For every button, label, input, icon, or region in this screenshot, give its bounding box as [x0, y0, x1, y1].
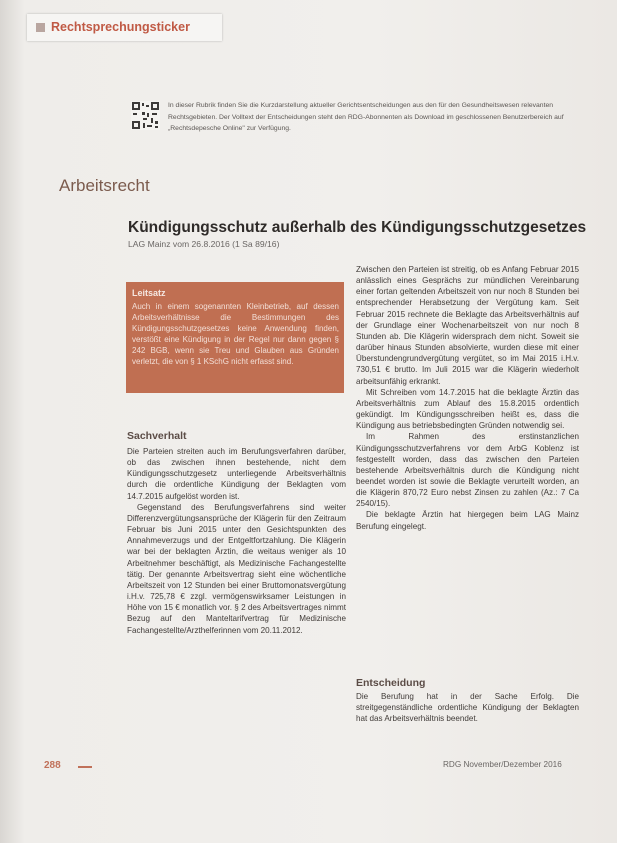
leitsatz-text: Auch in einem sogenannten Kleinbetrieb, auf dessen Arbeitsverhältnisse die Bestimmungen des Kündigungsschutzgesetzes keine Anwendung finden, verstößt eine Kündigung in der Regel nur dann gegen § 242 BGB, wenn sie Treu und Glauben aus Gründen verletzt, die von § 1 KSchG nicht erfasst sind.	[132, 302, 339, 367]
paragraph: Mit Schreiben vom 14.7.2015 hat die beklagte Ärztin das Arbeitsverhältnis zum Ablauf des 15.8.2015 ordentlich gekündigt. Im Kündigungsschreiben heißt es, dass die Kündigung aus betriebsbedingten Gründen notwendig sei.	[356, 387, 579, 431]
paragraph: Die Parteien streiten auch im Berufungsverfahren darüber, ob das zwischen ihnen bestehende, nicht dem Kündigungsschutzgesetz unterliegende Arbeitsverhältnis durch die ordentliche Kündigung der Beklagten vom 14.7.2015 aufgelöst worden ist.	[127, 447, 346, 501]
paragraph: Gegenstand des Berufungsverfahrens sind weiter Differenzvergütungsansprüche der Klägerin für den Zeitraum Februar bis Juni 2015 unter den Gesichtspunkten des Annahmeverzugs und der Entgeltfortzahlung. Die Klägerin war bei der beklagten Ärztin, die weitaus weniger als 10 Arbeitnehmer beschäftigt, als Medizinische Fachangestellte tätig. Der genannte Arbeitsvertrag sieht eine wöchentliche Arbeitszeit von 12 Stunden bei einer Bruttomonatsvergütung i.H.v. 725,78 € zzgl. vermögenswirksamer Leistungen in Höhe von 15 € monatlich vor. § 2 des Arbeitsvertrages nimmt Bezug auf den Manteltarifvertrag für Medizinische Fachangestellte/Arzthelferinnen vom 20.11.2012.	[127, 502, 346, 635]
leitsatz-heading: Leitsatz	[132, 288, 166, 298]
entscheidung-heading: Entscheidung	[356, 677, 426, 689]
rubric-info-text: In dieser Rubrik finden Sie die Kurzdarstellung aktueller Gerichtsentscheidungen aus den für den Gesundheitswesen relevanten Rechtsgebieten. Der Volltext der Entscheidungen steht den RDG-Abonnenten als Download im geschlossenen Benutzerbereich auf „Rechtsdepesche Online" zur Verfügung.	[168, 102, 564, 132]
sachverhalt-heading: Sachverhalt	[127, 430, 187, 442]
sachverhalt-body	[127, 446, 346, 636]
paragraph: Im Rahmen des erstinstanzlichen Kündigungsschutzverfahrens vor dem ArbG Koblenz ist festgestellt worden, dass das zwischen den Parteien bestehende Arbeitsverhältnis durch die Kündigung nicht beendet worden ist sowie die Beklagte verurteilt worden, an die Klägerin 870,72 Euro nebst Zinsen zu zahlen (Az.: 7 Ca 2540/15).	[356, 432, 579, 509]
square-icon	[36, 23, 45, 32]
article-citation: LAG Mainz vom 26.8.2016 (1 Sa 89/16)	[128, 239, 280, 249]
section-heading: Arbeitsrecht	[59, 176, 150, 195]
rubric-tag	[27, 14, 222, 41]
right-column-body	[356, 264, 579, 532]
entscheidung-body	[356, 691, 579, 724]
paragraph: Die Berufung hat in der Sache Erfolg. Die streitgegenständliche ordentliche Kündigung der Beklagten hat das Arbeitsverhältnis beendet.	[356, 692, 579, 724]
paragraph: Die beklagte Ärztin hat hiergegen beim LAG Mainz Berufung eingelegt.	[356, 510, 579, 531]
rubric-label: Rechtsprechungsticker	[51, 20, 190, 34]
qr-code-icon	[131, 101, 160, 130]
issue-label: RDG November/Dezember 2016	[443, 760, 562, 769]
page-number: 288	[44, 760, 61, 771]
footer-rule	[78, 766, 92, 768]
paragraph: Zwischen den Parteien ist streitig, ob es Anfang Februar 2015 anlässlich eines Gesprächs zur mündlichen Vereinbarung einer fortan geltenden Arbeitszeit von nur noch 8 Stunden bei entsprechender Herabsetzung der Vergütung kam. Seit Februar 2015 rechnete die Beklagte das Arbeitsverhältnis auf der Grundlage einer Wochenarbeitszeit von nur noch 8 Stunden ab. Die Klägerin widersprach dem nicht. Soweit sie darüber hinaus Stunden absolvierte, wurden diese mit einer Überstundengrundvergütung vergütet, so im Mai 2015 i.H.v. 730,51 € brutto. Im Juli 2015 war die Klägerin wiederholt arbeitsunfähig erkrankt.	[356, 265, 579, 386]
article-title: Kündigungsschutz außerhalb des Kündigungsschutzgesetzes	[128, 219, 587, 236]
leitsatz-box	[126, 282, 344, 393]
